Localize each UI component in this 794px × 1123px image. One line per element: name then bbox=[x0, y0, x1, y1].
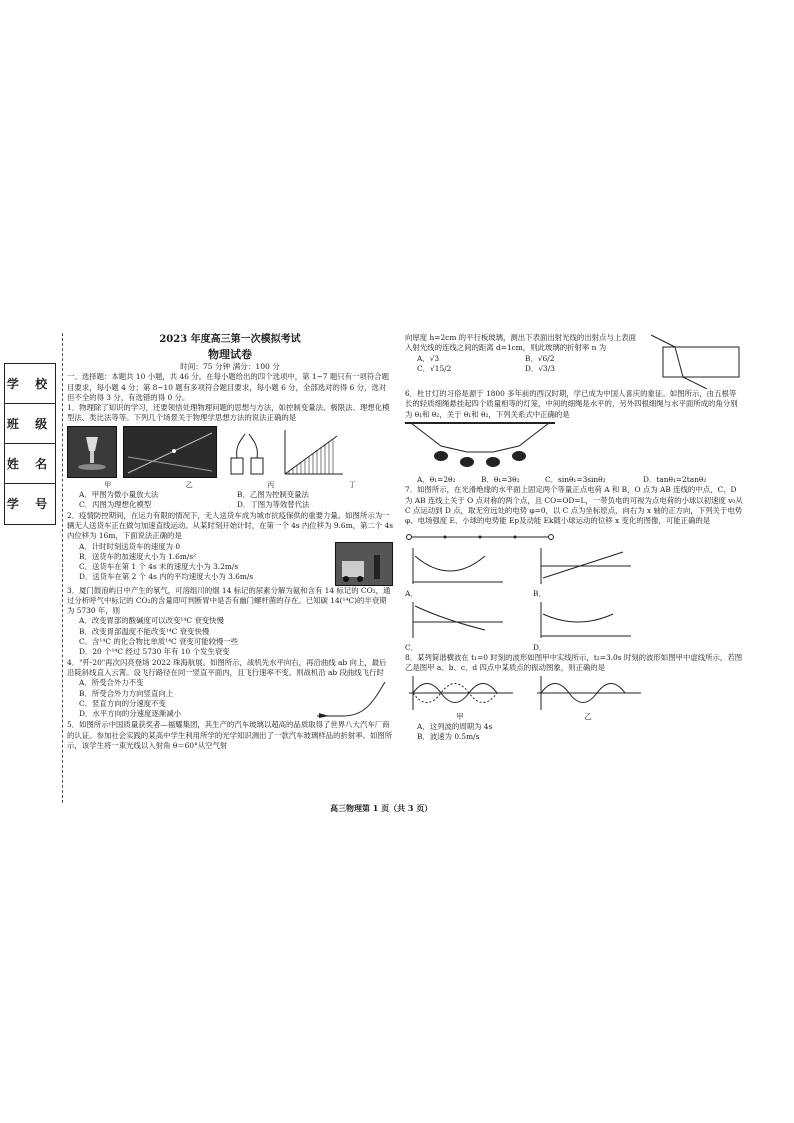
fighter-path-figure bbox=[313, 678, 393, 720]
wave-label-jia: 甲 bbox=[456, 711, 464, 721]
q2-option-c[interactable]: C．送货车在第 1 个 4s 末的速度大小为 3.2m/s bbox=[79, 562, 239, 572]
q4-stem: 4．"歼-20"再次闪亮登场 2022 珠海航展。如图所示，战机先水平向右，再沿曲线 ab 向上，最后沿陡斜线直入云霄。设飞行路径在同一竖直平面内，且飞行速率不变。则战机沿 ab 段曲线飞行时 bbox=[67, 657, 387, 677]
glass-plate-figure bbox=[643, 333, 743, 389]
q7-graph-d[interactable] bbox=[533, 600, 633, 654]
student-info-box bbox=[4, 363, 56, 525]
q5-option-b[interactable]: B．√6/2 bbox=[525, 353, 555, 363]
q1-options-row1 bbox=[67, 490, 393, 500]
exam-title: 2023 年度高三第一次模拟考试 bbox=[159, 334, 301, 345]
q2-block bbox=[67, 542, 393, 586]
potential-graph bbox=[405, 546, 505, 586]
q8-figures bbox=[405, 674, 743, 712]
q1-option-c[interactable]: C．丙图为理想化模型 bbox=[79, 500, 152, 510]
q1-stem: 1．物理除了知识的学习，还要领悟处理物理问题的思想与方法，如控制变量法、极限法、理想化模型法、类比法等等。下列几个场景关于物理学思想方法的说法正确的是 bbox=[67, 403, 390, 423]
q6-option-a[interactable]: A．θ₁=2θ₂ bbox=[417, 475, 456, 485]
vibration-figure-yi bbox=[533, 674, 643, 712]
left-column bbox=[67, 333, 393, 751]
class-field[interactable]: 班 级 bbox=[5, 404, 55, 444]
q5-options-row1 bbox=[405, 354, 643, 364]
label-bing: 丙 bbox=[267, 480, 275, 489]
q1-figure-labels bbox=[67, 480, 393, 490]
q7-graphs-row2 bbox=[405, 600, 743, 654]
q4-block bbox=[67, 678, 393, 720]
page-footer: 高三物理第 1 页（共 3 页） bbox=[330, 803, 433, 813]
q4-option-c[interactable]: C．竖直方向的分速度不变 bbox=[79, 698, 166, 708]
exam-sheet bbox=[0, 333, 794, 813]
q3-stem: 3．厦门鼓浪屿日中产生的氡气，可溶组川的烟 14 标记的尿素分解为氨和含有 14 标记的 CO₂，通过分析呼气中标记的 CO₂的含量即可判断胃中是否有幽门螺杆菌的存在。已知碳 14(¹⁴C)的半衰期为 5730 年，则 bbox=[67, 585, 391, 616]
q1-figure-yi bbox=[123, 426, 217, 478]
q7-stem: 7．如图所示，在光滑绝缘的水平面上固定两个等量正点电荷 A 和 B，O 点为 AB 连线的中点，C、D 为 AB 连线上关于 O 点对称的两个点，且 CO=OD=L，一带负电的可视为点电荷的小球以初速度 v₀从 C 点运动到 D 点，取无穷远处的电势 φ=0，以 C 点为坐标原点，向右为 x 轴的正方向，下列关于电势 φ、电场强度 E、小球的电势能 Ep及动能 Ek随小球运动的位移 x 变化的图像，可能正确的是 bbox=[405, 485, 743, 526]
q3-option-d[interactable]: D．20 个¹⁴C 经过 5730 年有 10 个发生衰变 bbox=[79, 647, 230, 657]
time-score: 时间：75 分钟 满分：100 分 bbox=[180, 362, 280, 371]
q3-option-a[interactable]: A．改变胃部的酸碱度可以改变¹⁴C 衰变快慢 bbox=[79, 616, 224, 626]
wave-figure-jia bbox=[405, 674, 515, 712]
q7-graph-c[interactable] bbox=[405, 600, 505, 654]
charges-line-figure bbox=[405, 527, 555, 543]
q2-stem: 2．疫情防控期间，在运力有限的情况下，无人送货车成为城市抗疫保供的重要力量。如图所示为一辆无人送货车正在做匀加速直线运动。从某时刻开始计时，在第一个 4s 内位移为 9.6m，第二个 4s 内位移为 16m，下面说法正确的是 bbox=[67, 510, 393, 541]
q4-option-a[interactable]: A．所受合外力不变 bbox=[79, 678, 144, 688]
student-id-field[interactable]: 学 号 bbox=[6, 497, 54, 511]
label-yi: 乙 bbox=[185, 480, 193, 489]
q7-graph-b[interactable] bbox=[533, 546, 633, 600]
q6-options bbox=[405, 475, 743, 485]
q7-label-a: A． bbox=[405, 589, 418, 599]
q5-option-d[interactable]: D．√3/3 bbox=[525, 363, 555, 373]
school-field[interactable]: 学 校 bbox=[5, 364, 55, 404]
binding-line bbox=[62, 333, 63, 803]
q8-option-b[interactable]: B．波速为 0.5m/s bbox=[417, 732, 480, 742]
q5-continued-text: 向厚度 h=2cm 的平行板玻璃，测出下表面出射光线的出射点与上表面入射光线的连线之间的距离 d=1cm，则此玻璃的折射率 n 为 bbox=[405, 333, 637, 353]
q3-option-b[interactable]: B．改变胃部温度不能改变¹⁴C 衰变快慢 bbox=[79, 626, 210, 636]
wave-label-yi: 乙 bbox=[584, 711, 592, 721]
q6-option-d[interactable]: D．tanθ₁=2tanθ₂ bbox=[643, 475, 707, 485]
name-field[interactable]: 姓 名 bbox=[5, 444, 55, 484]
q5-option-c[interactable]: C．√15/2 bbox=[417, 363, 452, 373]
label-jia: 甲 bbox=[104, 480, 112, 489]
subject-title: 物理试卷 bbox=[208, 348, 252, 361]
q7-label-b: B． bbox=[533, 589, 546, 599]
q1-figures bbox=[67, 426, 393, 478]
label-ding: 丁 bbox=[348, 480, 356, 489]
q8-option-a[interactable]: A．这列波的周期为 4s bbox=[417, 722, 493, 732]
q4-option-b[interactable]: B．所受合外力方向竖直向上 bbox=[79, 688, 174, 698]
q7-label-c: C． bbox=[405, 642, 419, 652]
q1-figure-bing bbox=[223, 428, 273, 478]
q4-option-d[interactable]: D．水平方向的分速度逐渐减小 bbox=[79, 709, 182, 719]
q8-figure-labels bbox=[405, 712, 743, 722]
q6-option-c[interactable]: C．sinθ₁=3sinθ₂ bbox=[545, 475, 606, 485]
q5-continued bbox=[405, 333, 743, 389]
q5-option-a[interactable]: A．√3 bbox=[417, 353, 440, 363]
q7-label-d: D． bbox=[533, 642, 547, 652]
right-column bbox=[405, 333, 743, 743]
q2-option-b[interactable]: B．送货车的加速度大小为 1.6m/s² bbox=[79, 551, 197, 561]
q1-option-a[interactable]: A．甲图为微小量放大法 bbox=[79, 490, 159, 500]
q7-graphs-row1 bbox=[405, 546, 743, 600]
q5-stem: 5．如图所示中国质量获奖者—福耀集团，其生产的汽车玻璃以超高的品质取得了世界八大汽车厂商的认证。参加社会实践的某高中学生利用所学的光学知识测出了一款汽车玻璃样品的折射率。如图所示，该学生将一束光线以入射角 θ＝60°从空气射 bbox=[67, 720, 393, 750]
field-graph bbox=[533, 546, 633, 586]
q6-option-b[interactable]: B．θ₁=3θ₂ bbox=[481, 475, 520, 485]
lantern-figure bbox=[405, 420, 555, 472]
kinetic-energy-graph bbox=[533, 600, 633, 640]
q2-option-d[interactable]: D．送货车在第 2 个 4s 内的平均速度大小为 3.6m/s bbox=[79, 572, 254, 582]
q1-options-row2 bbox=[67, 500, 393, 510]
q7-graph-a[interactable] bbox=[405, 546, 505, 600]
potential-energy-graph bbox=[405, 600, 505, 640]
q3-option-c[interactable]: C．含¹⁴C 的化合物比单质¹⁴C 衰变可能较慢一些 bbox=[79, 637, 239, 647]
q1-option-d[interactable]: D．丁图为等效替代法 bbox=[237, 500, 310, 510]
q1-figure-ding bbox=[279, 428, 345, 478]
q2-option-a[interactable]: A．计时时刻送货车的速度为 0 bbox=[79, 541, 181, 551]
section-instructions: 一、选择题：本题共 10 小题，共 46 分。在每小题给出的四个选项中，第 1~7 题只有一项符合题目要求，每小题 4 分；第 8~10 题有多项符合题目要求，每小题 6 分，全部选对的得 6 分，选对但不全的得 3 分，有选错的得 0 分。 bbox=[67, 372, 389, 402]
q6-stem: 6．杜甘灯的习俗是源于 1800 多年前的西汉时期，学已成为中国人喜庆的象征。如图所示，由五根等长的轻质细绳悬挂起四个质量相等的灯笼，中间的细绳是水平的，另外四根细绳与水平面所成的角分别为 θ₁和 θ₂，关于 θ₁和 θ₂，下列关系式中正确的是 bbox=[405, 389, 738, 419]
q1-option-b[interactable]: B．乙图为控制变量法 bbox=[237, 490, 309, 500]
q1-figure-jia bbox=[67, 426, 117, 478]
delivery-vehicle-photo bbox=[335, 542, 393, 586]
q5-options-row2 bbox=[405, 364, 643, 374]
q8-stem: 8．某列简谐横波在 t₁=0 时刻的波形如图甲中实线所示，t₂=3.0s 时刻的波形如图甲中虚线所示，若图乙是图甲 a、b、c、d 四点中某质点的振动图象，则正确的是 bbox=[405, 653, 743, 673]
